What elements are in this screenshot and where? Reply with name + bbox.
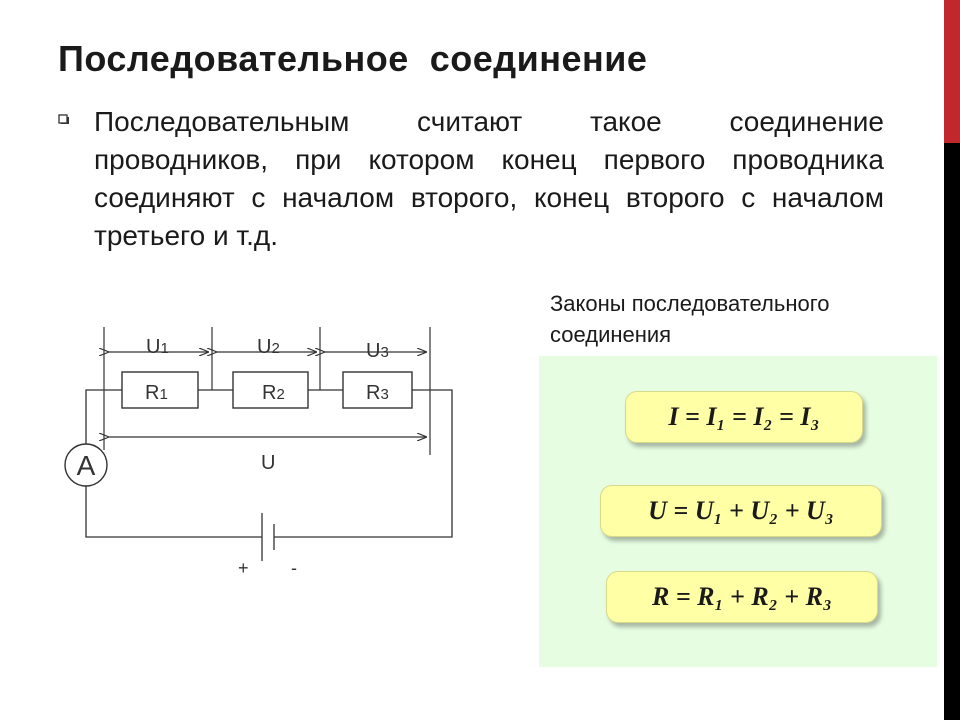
edge-black-block: [944, 143, 960, 720]
battery-plus-label: +: [238, 558, 249, 578]
laws-caption: Законы последовательного соединения: [550, 291, 830, 347]
formula-voltage: U = U₁ + U₂ + U₃: [600, 485, 882, 537]
voltage-u2-label: U2: [257, 336, 280, 358]
ammeter-label: A: [76, 450, 96, 481]
resistor-r1-label: R1: [145, 382, 168, 404]
wire-right: [274, 390, 452, 537]
resistor-r2-label: R2: [262, 382, 285, 404]
formula-current: I = I₁ = I₂ = I₃: [625, 391, 863, 443]
definition-text: Последовательным считают такое соединение проводников, при котором конец первого проводника соединяют с началом второго, конец второго с началом третьего и т.д.: [94, 106, 884, 251]
voltage-u1-label: U1: [146, 336, 169, 358]
battery-minus-label: -: [291, 558, 297, 578]
resistor-r3-label: R3: [366, 382, 389, 404]
slide-title: Последовательное соединение: [58, 38, 648, 79]
voltage-u3-label: U3: [366, 340, 389, 362]
slide-edge-bar: [944, 0, 960, 720]
wire-left-bottom: [86, 486, 262, 537]
formula-resistance: R = R₁ + R₂ + R₃: [606, 571, 878, 623]
edge-red-block: [944, 0, 960, 143]
battery-icon: [262, 513, 274, 561]
voltage-total-label: U: [261, 452, 276, 474]
circuit-diagram: [0, 0, 520, 620]
